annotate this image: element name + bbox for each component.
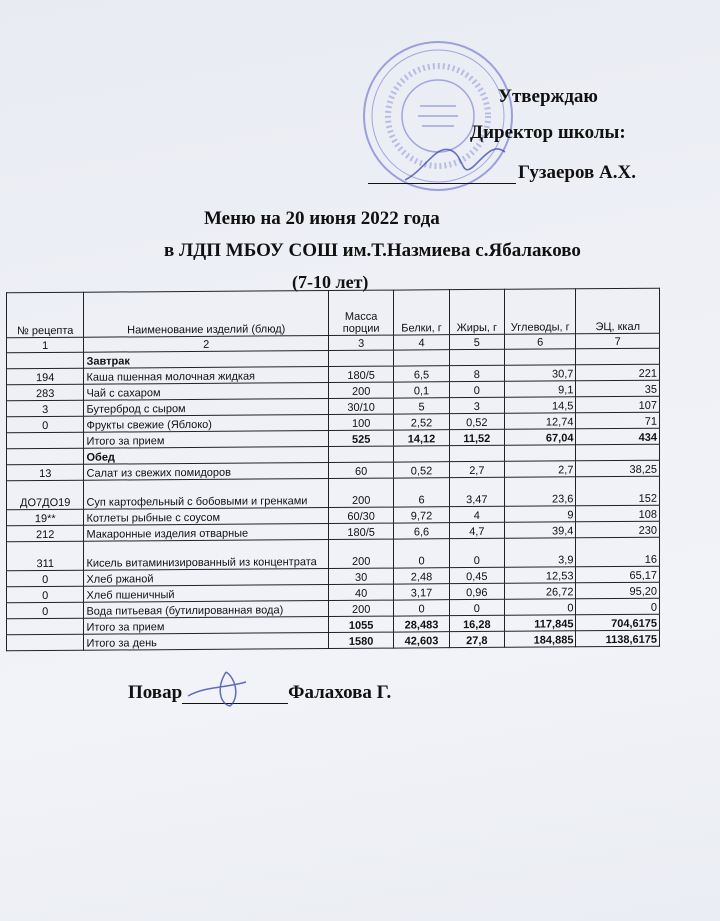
protein-cell (394, 446, 449, 462)
index-cell: 5 (449, 334, 504, 349)
portion-mass-cell: 200 (328, 600, 393, 616)
portion-mass-cell: 200 (328, 382, 393, 398)
energy-cell (576, 348, 660, 365)
dish-name-cell: Завтрак (84, 351, 328, 369)
energy-cell: 230 (576, 521, 660, 538)
carbs-cell (505, 445, 576, 461)
table-row (7, 537, 660, 571)
recipe-number-cell: 0 (7, 416, 84, 433)
portion-mass-cell: 180/5 (328, 523, 393, 539)
dish-name-cell: Хлеб пшеничный (84, 585, 328, 603)
index-cell: 7 (576, 333, 660, 349)
protein-cell: 6,5 (394, 366, 449, 382)
header-dish-name: Наименование изделий (блюд) (84, 291, 328, 338)
carbs-cell: 23,6 (505, 477, 576, 506)
portion-mass-cell: 30 (328, 568, 393, 584)
protein-cell: 0,1 (394, 382, 449, 398)
table-row (7, 476, 660, 510)
recipe-number-cell (7, 618, 84, 635)
carbs-cell: 14,5 (505, 397, 576, 413)
index-cell: 1 (7, 337, 84, 353)
carbs-cell: 117,845 (505, 615, 576, 631)
carbs-cell: 3,9 (505, 538, 576, 567)
protein-cell: 0 (394, 600, 449, 616)
protein-cell: 6 (394, 478, 449, 507)
protein-cell: 2,52 (394, 414, 449, 430)
carbs-cell: 9,1 (505, 381, 576, 397)
index-cell: 2 (84, 336, 328, 353)
energy-cell: 152 (576, 476, 660, 506)
energy-cell: 704,6175 (576, 614, 660, 631)
dish-name-cell: Суп картофельный с бобовыми и гренками (84, 479, 328, 510)
recipe-number-cell: 194 (7, 368, 84, 385)
energy-cell (576, 444, 660, 461)
dish-name-cell: Каша пшенная молочная жидкая (84, 367, 328, 385)
menu-subtitle: в ЛДП МБОУ СОШ им.Т.Назмиева с.Ябалаково (164, 240, 581, 261)
fat-cell: 0,45 (449, 567, 504, 583)
carbs-cell: 0 (505, 599, 576, 615)
header-portion-mass: Масса порции (328, 290, 393, 335)
carbs-cell: 67,04 (505, 429, 576, 445)
portion-mass-cell: 1055 (328, 616, 393, 632)
director-signature (400, 140, 510, 190)
dish-name-cell: Хлеб ржаной (84, 569, 328, 587)
portion-mass-cell (328, 446, 393, 462)
header-energy: ЭЦ, ккал (576, 288, 660, 334)
fat-cell (449, 349, 504, 365)
menu-table (6, 288, 660, 652)
fat-cell: 0 (449, 381, 504, 397)
dish-name-cell: Чай с сахаром (84, 383, 328, 401)
protein-cell: 2,48 (394, 568, 449, 584)
energy-cell: 0 (576, 598, 660, 615)
cook-label: Повар (128, 682, 183, 703)
recipe-number-cell: 0 (7, 586, 84, 603)
header-recipe-number: № рецепта (7, 292, 84, 338)
portion-mass-cell: 180/5 (328, 366, 393, 382)
approval-line-2: Директор школы: (470, 122, 626, 143)
protein-cell: 0 (394, 539, 449, 568)
recipe-number-cell: 19** (7, 509, 84, 526)
energy-cell: 1138,6175 (576, 630, 660, 647)
menu-age-group: (7-10 лет) (292, 272, 369, 292)
recipe-number-cell (7, 634, 84, 651)
cook-signature (186, 668, 266, 708)
fat-cell: 3,47 (449, 477, 504, 506)
portion-mass-cell: 200 (328, 539, 393, 568)
index-cell: 3 (328, 335, 393, 350)
energy-cell: 107 (576, 396, 660, 413)
energy-cell: 71 (576, 412, 660, 429)
recipe-number-cell: 13 (7, 464, 84, 481)
carbs-cell (505, 349, 576, 365)
fat-cell: 0,96 (449, 583, 504, 599)
protein-cell: 3,17 (394, 584, 449, 600)
portion-mass-cell: 525 (328, 430, 393, 446)
portion-mass-cell: 30/10 (328, 398, 393, 414)
recipe-number-cell: 0 (7, 602, 84, 619)
dish-name-cell: Обед (84, 447, 328, 465)
recipe-number-cell (7, 432, 84, 449)
carbs-cell: 26,72 (505, 583, 576, 599)
recipe-number-cell: 212 (7, 525, 84, 542)
menu-title: Меню на 20 июня 2022 года (204, 208, 440, 229)
dish-name-cell: Макаронные изделия отварные (84, 524, 328, 542)
portion-mass-cell: 100 (328, 414, 393, 430)
fat-cell (449, 445, 504, 461)
fat-cell: 3 (449, 397, 504, 413)
protein-cell: 5 (394, 398, 449, 414)
portion-mass-cell: 60/30 (328, 507, 393, 523)
recipe-number-cell: 283 (7, 384, 84, 401)
director-name: Гузаеров А.Х. (518, 162, 636, 183)
energy-cell: 108 (576, 505, 660, 522)
dish-name-cell: Бутерброд с сыром (84, 399, 328, 417)
portion-mass-cell: 200 (328, 478, 393, 507)
energy-cell: 221 (576, 364, 660, 381)
fat-cell: 11,52 (449, 429, 504, 445)
index-cell: 4 (394, 335, 449, 350)
carbs-cell: 12,74 (505, 413, 576, 429)
fat-cell: 0 (449, 599, 504, 615)
portion-mass-cell (328, 350, 393, 366)
portion-mass-cell: 1580 (328, 632, 393, 648)
dish-name-cell: Вода питьевая (бутилированная вода) (84, 601, 328, 619)
recipe-number-cell (7, 448, 84, 465)
energy-cell: 35 (576, 380, 660, 397)
energy-cell: 16 (576, 537, 660, 567)
fat-cell: 4,7 (449, 522, 504, 538)
dish-name-cell: Фрукты свежие (Яблоко) (84, 415, 328, 433)
carbs-cell: 39,4 (505, 522, 576, 538)
dish-name-cell: Кисель витаминизированный из концентрата (84, 540, 328, 571)
energy-cell: 65,17 (576, 566, 660, 583)
header-carbs: Углеводы, г (505, 289, 576, 334)
fat-cell: 0,52 (449, 413, 504, 429)
recipe-number-cell: 3 (7, 400, 84, 417)
fat-cell: 8 (449, 365, 504, 381)
recipe-number-cell (7, 352, 84, 369)
table-header-row (7, 288, 660, 338)
table-body (7, 333, 660, 651)
header-fat: Жиры, г (449, 289, 504, 334)
carbs-cell: 9 (505, 506, 576, 522)
approval-line-1: Утверждаю (498, 86, 598, 107)
portion-mass-cell: 60 (328, 462, 393, 478)
energy-cell: 434 (576, 428, 660, 445)
header-protein: Белки, г (394, 290, 449, 335)
cook-name: Фалахова Г. (288, 682, 392, 703)
fat-cell: 2,7 (449, 461, 504, 477)
energy-cell: 95,20 (576, 582, 660, 599)
fat-cell: 16,28 (449, 615, 504, 631)
fat-cell: 4 (449, 506, 504, 522)
recipe-number-cell: 311 (7, 541, 84, 571)
protein-cell: 14,12 (394, 430, 449, 446)
protein-cell: 0,52 (394, 462, 449, 478)
index-cell: 6 (505, 334, 576, 349)
carbs-cell: 30,7 (505, 365, 576, 381)
fat-cell: 27,8 (449, 631, 504, 647)
recipe-number-cell: ДО7ДО19 (7, 480, 84, 510)
energy-cell: 38,25 (576, 460, 660, 477)
protein-cell: 28,483 (394, 616, 449, 632)
dish-name-cell: Салат из свежих помидоров (84, 463, 328, 481)
carbs-cell: 2,7 (505, 461, 576, 477)
dish-name-cell: Котлеты рыбные с соусом (84, 508, 328, 526)
portion-mass-cell: 40 (328, 584, 393, 600)
dish-name-cell: Итого за прием (84, 617, 328, 635)
protein-cell (394, 350, 449, 366)
dish-name-cell: Итого за день (84, 633, 328, 651)
protein-cell: 6,6 (394, 523, 449, 539)
protein-cell: 42,603 (394, 632, 449, 648)
protein-cell: 9,72 (394, 507, 449, 523)
dish-name-cell: Итого за прием (84, 431, 328, 449)
carbs-cell: 12,53 (505, 567, 576, 583)
fat-cell: 0 (449, 538, 504, 567)
carbs-cell: 184,885 (505, 631, 576, 647)
recipe-number-cell: 0 (7, 570, 84, 587)
